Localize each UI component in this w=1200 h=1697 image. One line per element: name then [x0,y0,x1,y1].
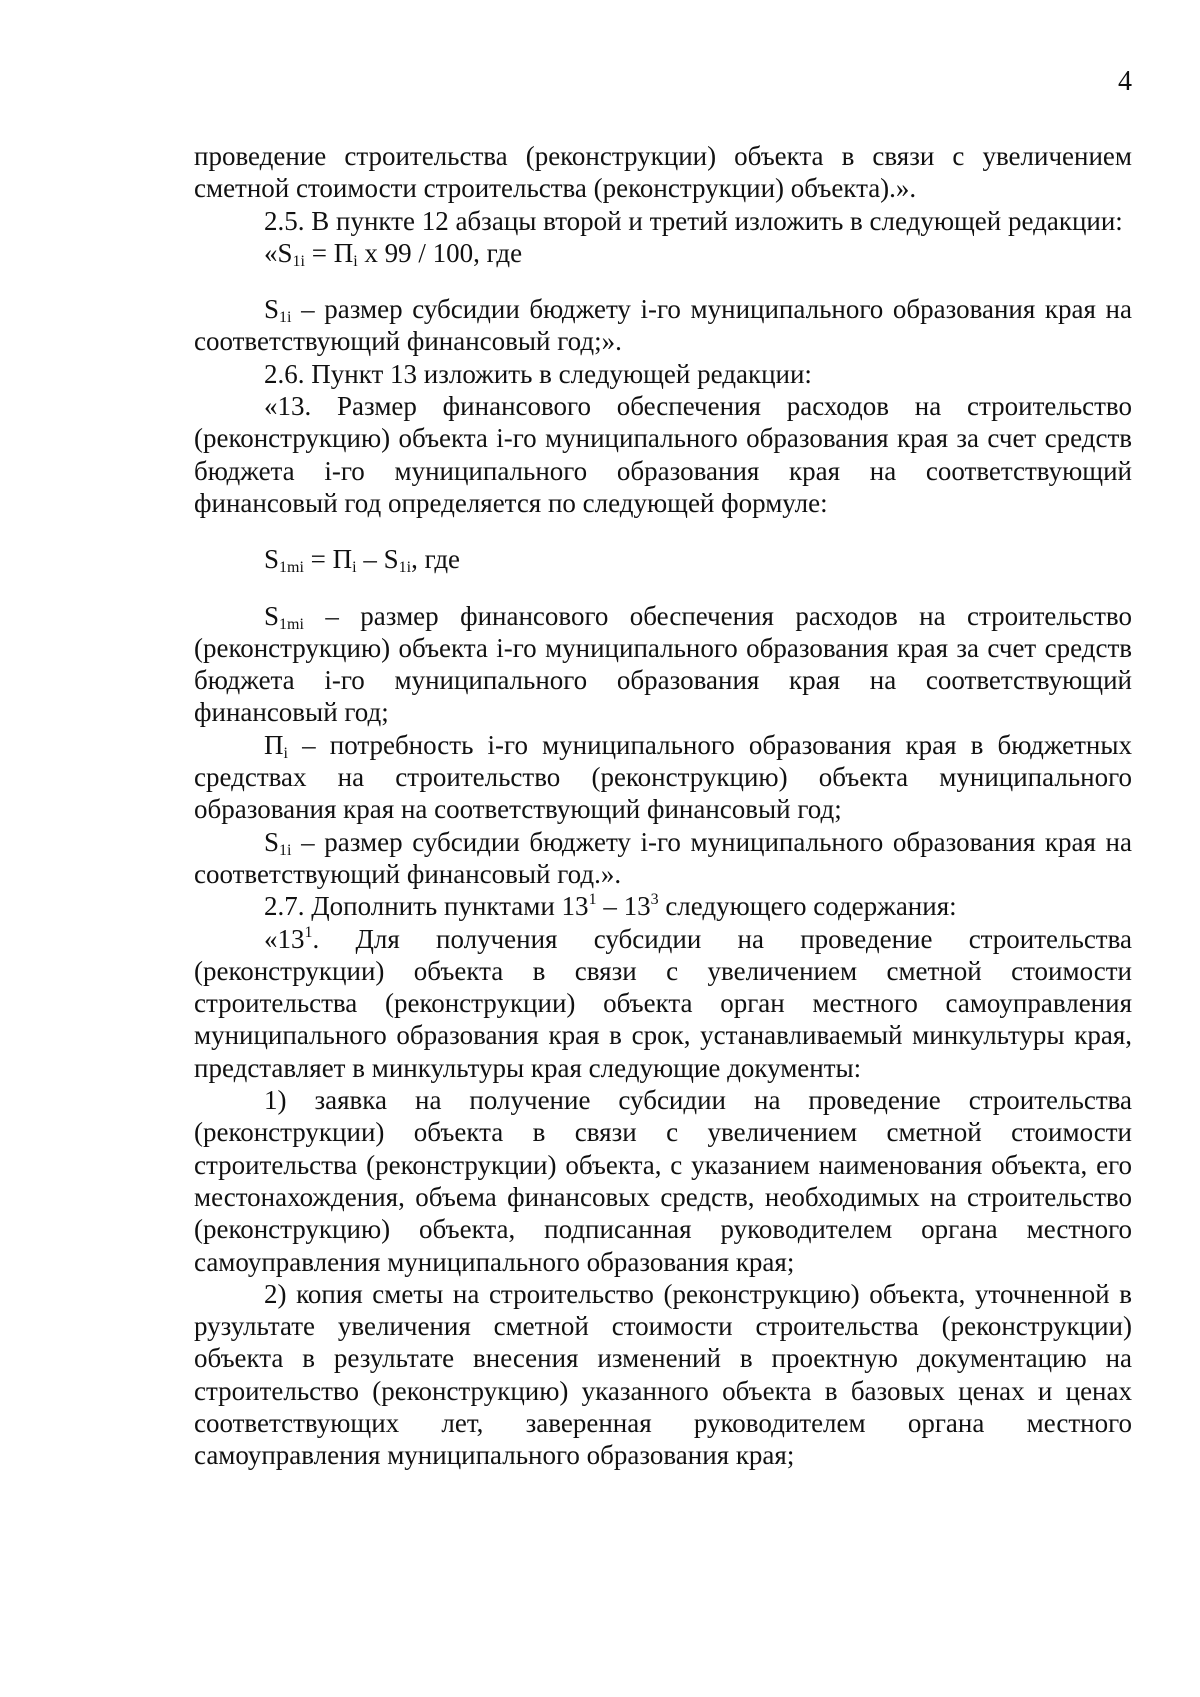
list-item-2: 2) копия сметы на строительство (реконструкцию) объекта, уточненной в рузультате увеличения сметной стоимости строительства (реконструкции) объекта в результате внесения изменений в проектную документацию на строительство (реконструкцию) указанного объекта в базовых ценах и ценах соответствующих лет, заверенная руководителем органа местного самоуправления муниципального образования края; [194,1278,1132,1471]
paragraph-13-1: «$13^1$. Для получения субсидии на проведение строительства (реконструкции) объекта в связи с увеличением сметной стоимости строительства (реконструкции) объекта орган местного самоуправления муниципального образования края в срок, устанавливаемый минкультуры края, представляет в минкультуры края следующие документы: [194,923,1132,1083]
paragraph-continuation: проведение строительства (реконструкции) объекта в связи с увеличением сметной стоимости строительства (реконструкции) объекта).». [194,141,1132,204]
formula-s1mi: $S_{1mi} = П_i - S_{1i}$, где [264,544,461,577]
page-number: 4 [1118,66,1132,97]
definition-pi: $П_i$ – потребность i-го муниципального образования края в бюджетных средствах на строительство (реконструкцию) объекта муниципального образования края на соответствующий финансовый год; [194,729,1132,825]
definition-s1mi: $S_{1mi}$ – размер финансового обеспечения расходов на строительство (реконструкцию) объекта i-го муниципального образования края за счет средств бюджета i-го муниципального образования края на соответствующий финансовый год; [194,600,1132,728]
list-item-1: 1) заявка на получение субсидии на проведение строительства (реконструкции) объекта в связи с увеличением сметной стоимости строительства (реконструкции) объекта, с указанием наименования объекта, его местонахождения, объема финансовых средств, необходимых на строительство (реконструкцию) объекта, подписанная руководителем органа местного самоуправления муниципального образования края; [194,1085,1132,1277]
definition-s1i: $S_{1i}$ – размер субсидии бюджету i-го муниципального образования края на соответствующий финансовый год;». [194,294,1132,357]
document-body [194,140,1132,1472]
paragraph-2-6: 2.6. Пункт 13 изложить в следующей редакции: [264,358,812,389]
definition-s1i-second: $S_{1i}$ – размер субсидии бюджету i-го муниципального образования края на соответствующий финансовый год.». [194,826,1132,889]
paragraph-2-5: 2.5. В пункте 12 абзацы второй и третий изложить в следующей редакции: [264,205,1123,236]
paragraph-2-7: 2.7. Дополнить пунктами $13^1 - 13^3$ следующего содержания: [264,891,957,922]
formula-s1i: «$S_{1i} = П_i$ x 99 / 100, где [264,237,523,270]
paragraph-13: «13. Размер финансового обеспечения расходов на строительство (реконструкцию) объекта i-го муниципального образования края за счет средств бюджета i-го муниципального образования края на соответствующий финансовый год определяется по следующей формуле: [194,391,1132,518]
